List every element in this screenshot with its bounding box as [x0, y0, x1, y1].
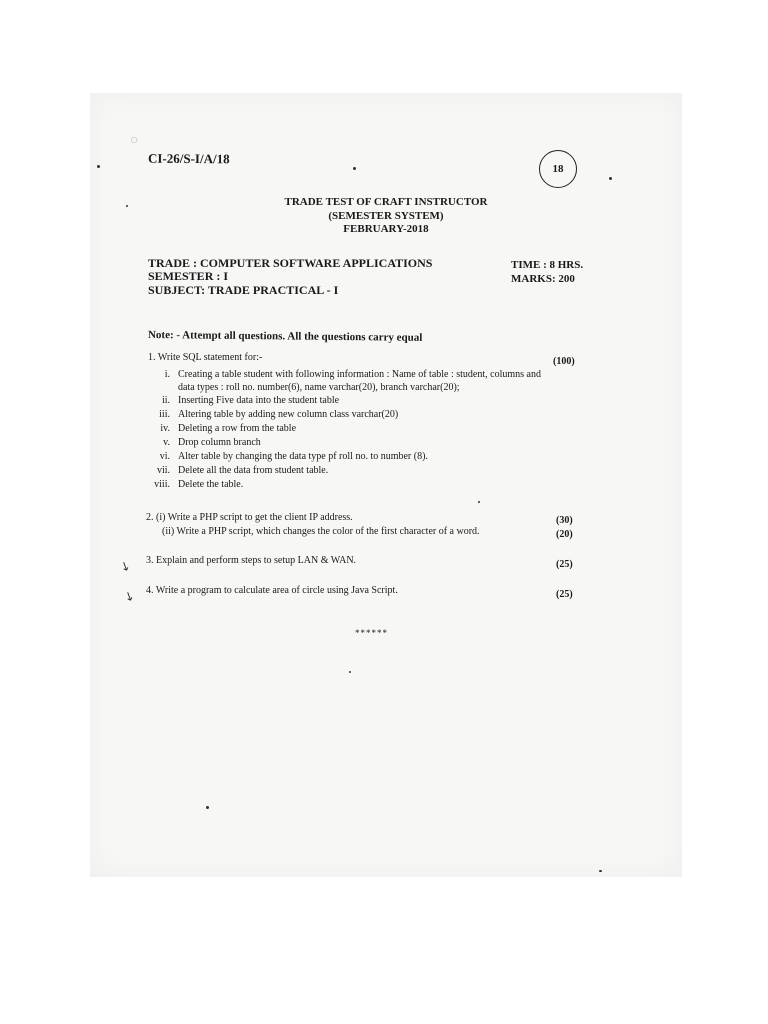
subitem-viii [148, 479, 243, 490]
exam-system: (SEMESTER SYSTEM) [328, 210, 444, 222]
scan-mark-icon: ○ [130, 133, 139, 148]
scan-speck [126, 205, 128, 207]
scan-speck [599, 870, 602, 872]
question-2-number: 2. [146, 512, 154, 523]
subitem-i-number: i. [164, 369, 170, 380]
subitem-vii [148, 465, 328, 476]
subitem-iii-number: iii. [159, 409, 170, 420]
question-4-marks: (25) [556, 589, 573, 600]
subject-label: SUBJECT: TRADE PRACTICAL - I [148, 283, 339, 297]
subitem-vi [148, 451, 428, 462]
scan-speck [609, 177, 612, 180]
note-text: Note: - Attempt all questions. All the questions carry equal [147, 329, 423, 344]
subitem-vii-number: vii. [156, 465, 170, 476]
question-2-part-1-marks: (30) [556, 515, 573, 526]
subitem-iv-number: iv. [160, 423, 170, 434]
subitem-iv [148, 423, 296, 434]
page-number: 18 [552, 163, 564, 175]
subitem-viii-text: Delete the table. [178, 479, 244, 490]
subitem-vii-text: Delete all the data from student table. [178, 465, 329, 476]
question-3-text: Explain and perform steps to setup LAN & WAN. [156, 555, 357, 566]
scan-speck [353, 167, 356, 170]
question-1-number: 1. [148, 352, 156, 363]
question-3 [146, 555, 356, 566]
question-4-number: 4. [146, 585, 154, 596]
subitem-v [148, 437, 261, 448]
scan-speck [206, 806, 209, 809]
question-1-marks: (100) [553, 356, 575, 367]
question-2 [146, 512, 353, 523]
question-2-part-1: (i) Write a PHP script to get the client IP address. [156, 512, 353, 523]
question-3-marks: (25) [556, 559, 573, 570]
end-of-paper-stars: ****** [355, 628, 388, 638]
subitem-ii-text: Inserting Five data into the student table [178, 395, 340, 406]
subitem-i [148, 369, 541, 380]
subitem-i-text-line2: data types : roll no. number(6), name varchar(20), branch varchar(20); [178, 382, 460, 393]
question-1 [148, 352, 262, 363]
subitem-iii-text: Altering table by adding new column class varchar(20) [178, 409, 399, 420]
question-4-text: Write a program to calculate area of circle using Java Script. [155, 585, 398, 596]
check-mark-icon: ↘ [121, 587, 137, 605]
scan-speck [349, 671, 351, 673]
page-number-circle [539, 150, 577, 188]
exam-title: TRADE TEST OF CRAFT INSTRUCTOR [284, 196, 488, 208]
exam-date: FEBRUARY-2018 [343, 223, 429, 235]
subitem-v-number: v. [163, 437, 170, 448]
subitem-viii-number: viii. [154, 479, 170, 490]
subitem-ii-number: ii. [161, 395, 170, 406]
question-3-number: 3. [146, 555, 154, 566]
scan-speck [478, 501, 480, 503]
subitem-v-text: Drop column branch [178, 437, 261, 448]
subitem-vi-number: vi. [159, 451, 170, 462]
paper-code: CI-26/S-I/A/18 [147, 150, 230, 167]
question-1-text: Write SQL statement for:- [157, 352, 263, 363]
subitem-iv-text: Deleting a row from the table [178, 423, 297, 434]
time-label: TIME : 8 HRS. [511, 259, 584, 271]
question-2-part-2-marks: (20) [556, 529, 573, 540]
marks-label: MARKS: 200 [511, 273, 575, 285]
exam-paper-sheet [90, 93, 682, 877]
subitem-iii [148, 409, 398, 420]
check-mark-icon: ↘ [117, 557, 133, 575]
subitem-i-text: Creating a table student with following information : Name of table : student, columns and [178, 369, 541, 380]
question-4 [146, 585, 398, 596]
subitem-ii [148, 395, 339, 406]
question-2-part-2: (ii) Write a PHP script, which changes the color of the first character of a word. [162, 526, 480, 537]
trade-label: TRADE : COMPUTER SOFTWARE APPLICATIONS [148, 256, 433, 270]
subitem-vi-text: Alter table by changing the data type pf roll no. to number (8). [178, 451, 428, 462]
scan-speck [97, 165, 100, 168]
semester-label: SEMESTER : I [148, 269, 229, 283]
